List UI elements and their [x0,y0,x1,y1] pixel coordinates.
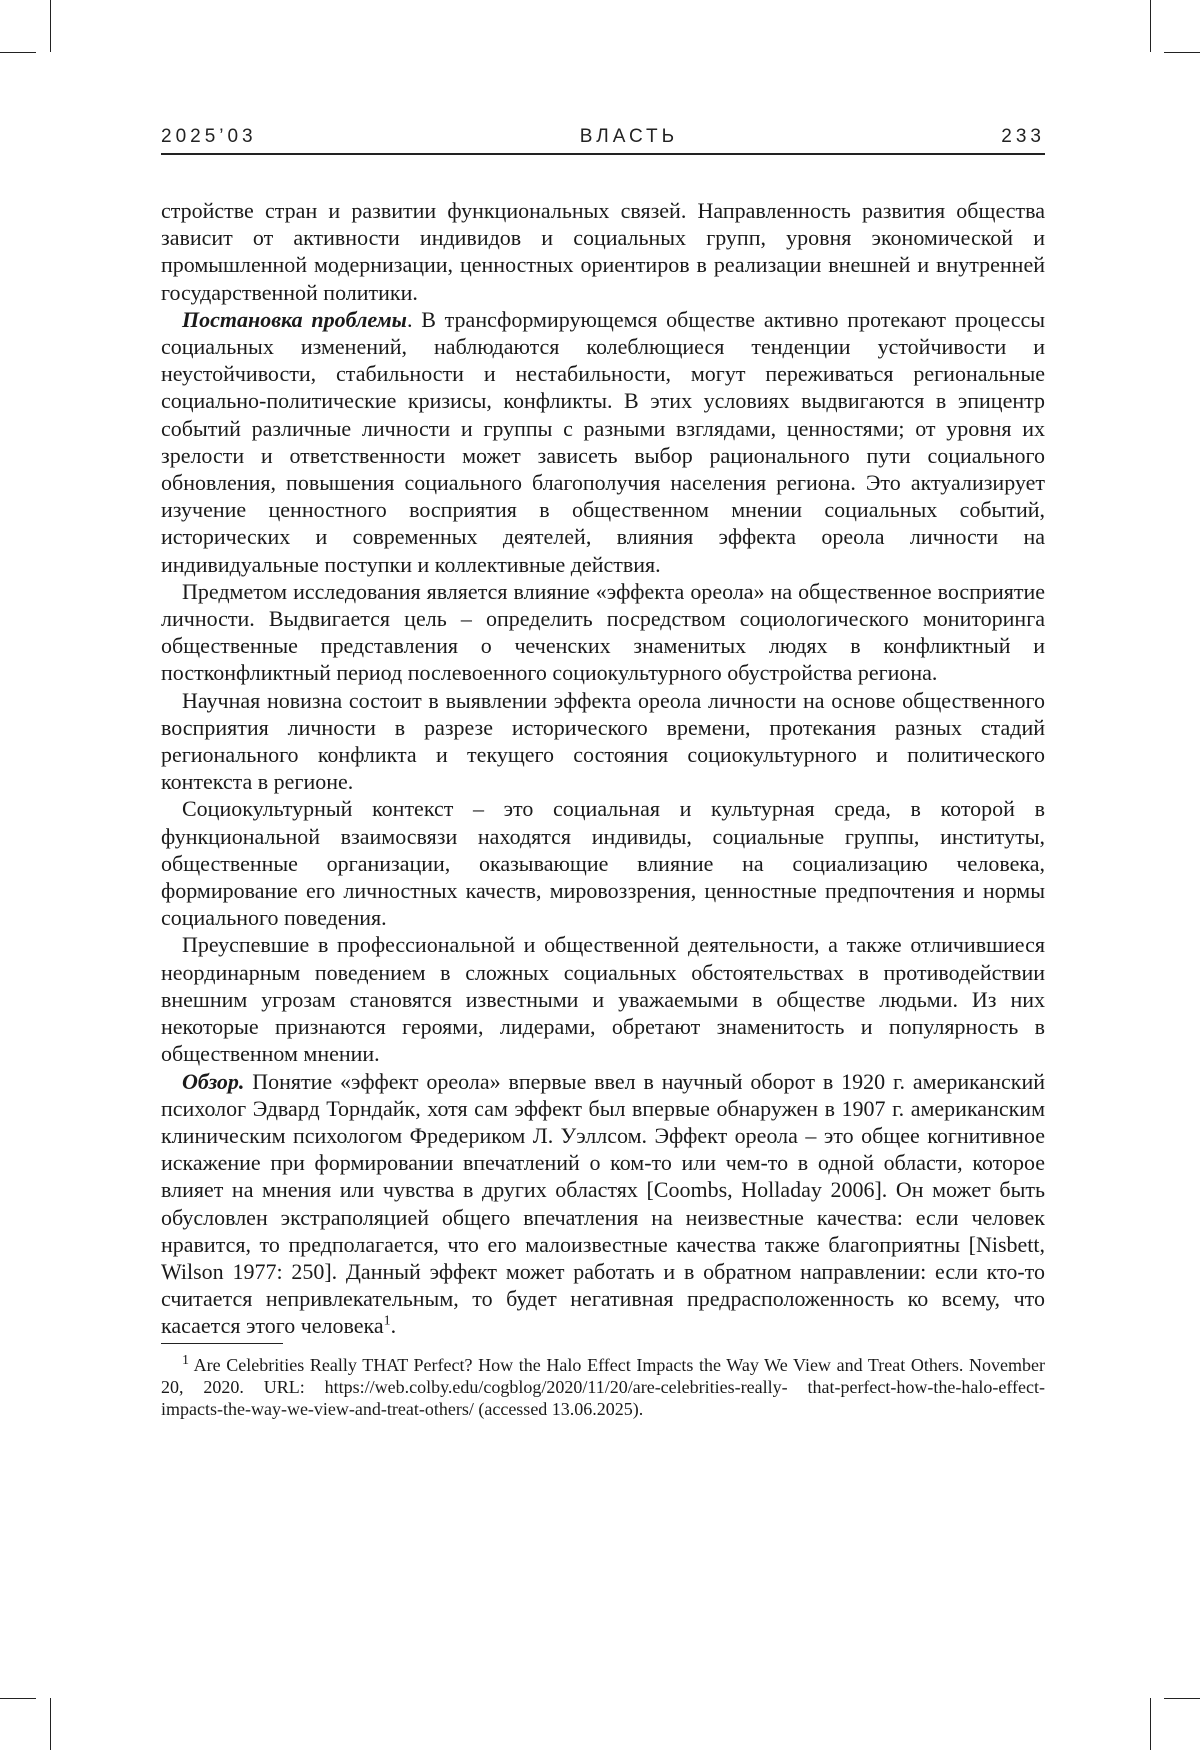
paragraph: стройстве стран и развитии функциональных связей. Направленность развития общества зависит от активности индивидов и социальных групп, уровня экономической и промышленной модернизации, ценностных ориентиров в реализации внешней и внутренней государственной политики. [161,197,1045,306]
footnote-text: Are Celebrities Really THAT Perfect? How the Halo Effect Impacts the Way We View and Treat Others. November 20, 2020. URL: https://web.colby.edu/cogblog/2020/11/20/are-celebrities-really- that-perfect-how-the-halo-effect-impacts-the-way-we-view-and-treat-others/ (accessed 13.06.2025). [161,1355,1045,1419]
paragraph: Научная новизна состоит в выявлении эффекта ореола личности на основе общественного восприятия личности в разрезе исторического времени, протекания разных стадий регионального конфликта и текущего состояния социокультурного и политического контекста в регионе. [161,687,1045,796]
paragraph: Обзор. Понятие «эффект ореола» впервые ввел в научный оборот в 1920 г. американский психолог Эдвард Торндайк, хотя сам эффект был впервые обнаружен в 1907 г. американским клиническим психологом Фредериком Л. Уэллсом. Эффект ореола – это общее когнитивное искажение при формировании впечатлений о ком-то или чем-то в одной области, которое влияет на мнения или чувства в других областях [Coombs, Holladay 2006]. Он может быть обусловлен экстраполяцией общего впечатления на неизвестные качества: если человек нравится, то предполагается, что его малоизвестные качества также благоприятны [Nisbett, Wilson 1977: 250]. Данный эффект может работать и в обратном направлении: если кто-то считается непривлекательным, то будет негативная предрасположенность ко всему, что касается этого человека1. [161,1068,1045,1340]
paragraph: Постановка проблемы. В трансформирующемся обществе активно протекают процессы социальных изменений, наблюдаются колеблющиеся тенденции устойчивости и неустойчивости, стабильности и нестабильности, могут переживаться региональные социально-политические кризисы, конфликты. В этих условиях выдвигаются в эпицентр событий различные личности и группы с разными взглядами, ценностями; от уровня их зрелости и ответственности может зависеть выбор рационального пути социального обновления, повышения социального благополучия населения региона. Это актуализирует изучение ценностного восприятия в общественном мнении социальных событий, исторических и современных деятелей, влияния эффекта ореола личности на индивидуальные поступки и коллективные действия. [161,306,1045,578]
issue-number: 2025’03 [161,126,257,148]
crop-mark [0,1698,36,1699]
footnote-mark: 1 [182,1353,189,1368]
paragraph: Социокультурный контекст – это социальная и культурная среда, в которой в функциональной взаимосвязи находятся индивиды, социальные группы, институты, общественные организации, оказывающие влияние на социализацию человека, формирование его личностных качеств, мировоззрения, ценностные предпочтения и нормы социального поведения. [161,795,1045,931]
paragraph: Предметом исследования является влияние «эффекта ореола» на общественное восприятие личности. Выдвигается цель – определить посредством социологического мониторинга общественные представления о чеченских знаменитых людях в конфликтный и постконфликтный период послевоенного социокультурного обустройства региона. [161,578,1045,687]
footnote-rule [161,1343,283,1344]
section-lead: Обзор. [182,1069,244,1094]
article-body [161,197,1045,1420]
paragraph: Преуспевшие в профессиональной и общественной деятельности, а также отличившиеся неординарным поведением в сложных социальных обстоятельствах в противодействии внешним угрозам становятся известными и уважаемыми в обществе людьми. Из них некоторые признаются героями, лидерами, обретают знаменитость и популярность в общественном мнении. [161,931,1045,1067]
crop-mark [0,52,36,53]
section-lead: Постановка проблемы [182,307,407,332]
crop-mark [50,1698,51,1750]
header-rule [161,153,1045,155]
footnote [161,1354,1045,1420]
crop-mark [50,0,51,52]
page-number: 233 [1001,126,1045,148]
crop-mark [1150,1698,1151,1750]
footnote-ref[interactable]: 1 [384,1314,391,1329]
crop-mark [1150,0,1151,52]
running-header [161,126,1045,148]
crop-mark [1164,52,1200,53]
journal-title: ВЛАСТЬ [580,126,678,148]
crop-mark [1164,1698,1200,1699]
